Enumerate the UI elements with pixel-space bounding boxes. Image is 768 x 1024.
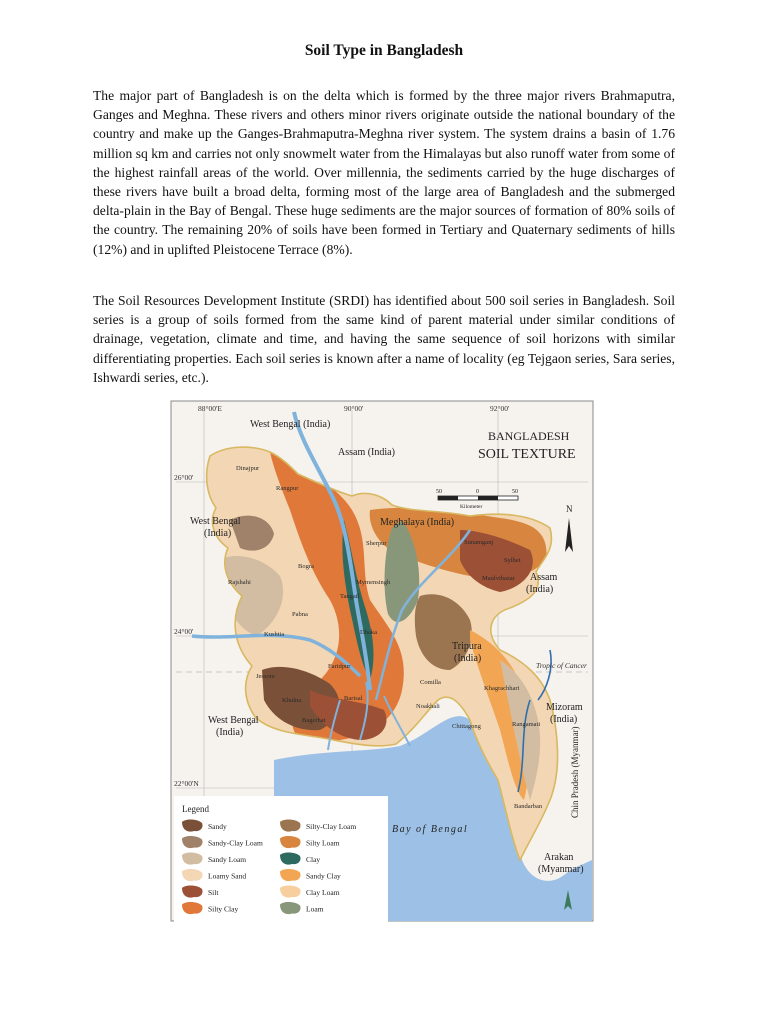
map-legend [174,796,388,922]
region-assam-east-1: Assam [530,572,558,583]
map-title-line2: SOIL TEXTURE [478,447,576,462]
lon-90-label: 90°00' [344,404,364,413]
region-tripura-2: (India) [454,653,482,664]
region-west-bengal-mid-1: West Bengal [190,516,241,527]
svg-text:50: 50 [436,489,442,495]
region-meghalaya: Meghalaya (India) [380,517,455,528]
city-maulvibazar: Maulvibazar [482,575,515,582]
tropic-label: Tropic of Cancer [536,661,587,670]
city-bandarban: Bandarban [514,803,543,810]
legend-title: Legend [182,804,209,814]
region-west-bengal-low-2: (India) [216,727,244,738]
lat-26-label: 26°00' [174,473,194,482]
legend-label: Loam [306,904,324,914]
region-west-bengal-north: West Bengal (India) [250,419,331,430]
lat-22-label: 22°00'N [174,779,199,788]
lon-88-label: 88°00'E [198,404,222,413]
legend-label: Clay [306,855,321,864]
legend-label: Sandy Clay [306,871,341,881]
legend-label: Sandy [208,822,227,831]
intro-paragraph: The major part of Bangladesh is on the delta which is formed by the three major rivers Brahmaputra, Ganges and Meghna. These rivers and others minor rivers originate outside the national boundary of the country and make up the Ganges-Brahmaputra-Meghna river system. The system drains a basin of 1.76 million sq km and carries not only snowmelt water from the Himalayas but also runoff water from some of the highest rainfall areas of the world. Over millennia, the sediments carried by the huge discharges of these rivers have built a broad delta, forming most of the large area of Bangladesh and the submerged delta-plain in the Bay of Bengal. These huge sediments are the major sources of formation of 80% soils of the country. The remaining 20% of soils have been formed in Tertiary and Quaternary sediments of hills (12%) and in uplifted Pleistocene Terrace (8%). [93,88,675,257]
region-chin-pradesh: Chin Pradesh (Myanmar) [570,726,580,818]
lon-92-label: 92°00' [490,404,510,413]
region-arakan-1: Arakan [544,852,574,863]
svg-text:N: N [566,504,573,514]
legend-label: Clay Loam [306,888,340,897]
city-comilla: Comilla [420,679,441,686]
legend-label: Silty-Clay Loam [306,822,357,831]
region-arakan-2: (Myanmar) [538,864,584,875]
city-sherpur: Sherpur [366,540,387,547]
city-rangamati: Rangamati [512,721,541,728]
region-assam-north: Assam (India) [338,447,395,458]
city-kushtia: Kushtia [264,631,285,638]
map-title-line1: BANGLADESH [488,429,570,443]
legend-label: Sandy Loam [208,855,247,864]
city-bogra: Bogra [298,563,314,570]
city-sylhet: Sylhet [504,557,521,564]
legend-label: Sandy-Clay Loam [208,838,263,848]
city-khulna: Khulna [282,697,302,704]
srdi-paragraph: The Soil Resources Development Institute (SRDI) has identified about 500 soil series in Bangladesh. Soil series is a group of soils formed from the same kind of parent material under similar conditions of drainage, vegetation, climate and time, and having the same sequence of soil horizons with similar differentiating properties. Each soil series is known after a name of locality (eg Tejgaon series, Sara series, Ishwardi series, etc.). [93,293,675,385]
city-noakhali: Noakhali [416,703,440,710]
region-mizoram-2: (India) [550,714,578,725]
legend-label: Silty Clay [208,904,239,914]
region-west-bengal-low-1: West Bengal [208,715,259,726]
city-sunamganj: Sunamganj [464,539,494,546]
city-rajshahi: Rajshahi [228,579,251,586]
bay-of-bengal-label: Bay of Bengal [392,824,469,835]
legend-label: Loamy Sand [208,871,247,881]
city-tangail: Tangail [340,593,360,600]
city-pabna: Pabna [292,611,308,618]
region-west-bengal-mid-2: (India) [204,528,232,539]
city-chittagong: Chittagong [452,723,481,730]
lat-24-label: 24°00' [174,627,194,636]
region-assam-east-2: (India) [526,584,554,595]
legend-label: Silt [208,888,219,897]
svg-text:0: 0 [476,489,479,495]
region-mizoram-1: Mizoram [546,702,583,713]
city-dinajpur: Dinajpur [236,465,260,472]
soil-texture-map [170,400,594,922]
city-khagrachhari: Khagrachhari [484,685,520,692]
city-faridpur: Faridpur [328,663,351,670]
svg-text:Kilometer: Kilometer [460,504,483,510]
svg-text:50: 50 [512,489,518,495]
document-title: Soil Type in Bangladesh [304,42,464,59]
city-mymensingh: Mymensingh [356,579,391,586]
legend-label: Silty Loam [306,838,340,848]
city-jessore: Jessore [256,673,275,680]
region-tripura-1: Tripura [452,641,482,652]
city-barisal: Barisal [344,695,363,702]
city-rangpur: Rangpur [276,485,299,492]
city-bagerhat: Bagerhat [302,717,326,724]
city-dhaka: Dhaka [360,629,377,636]
